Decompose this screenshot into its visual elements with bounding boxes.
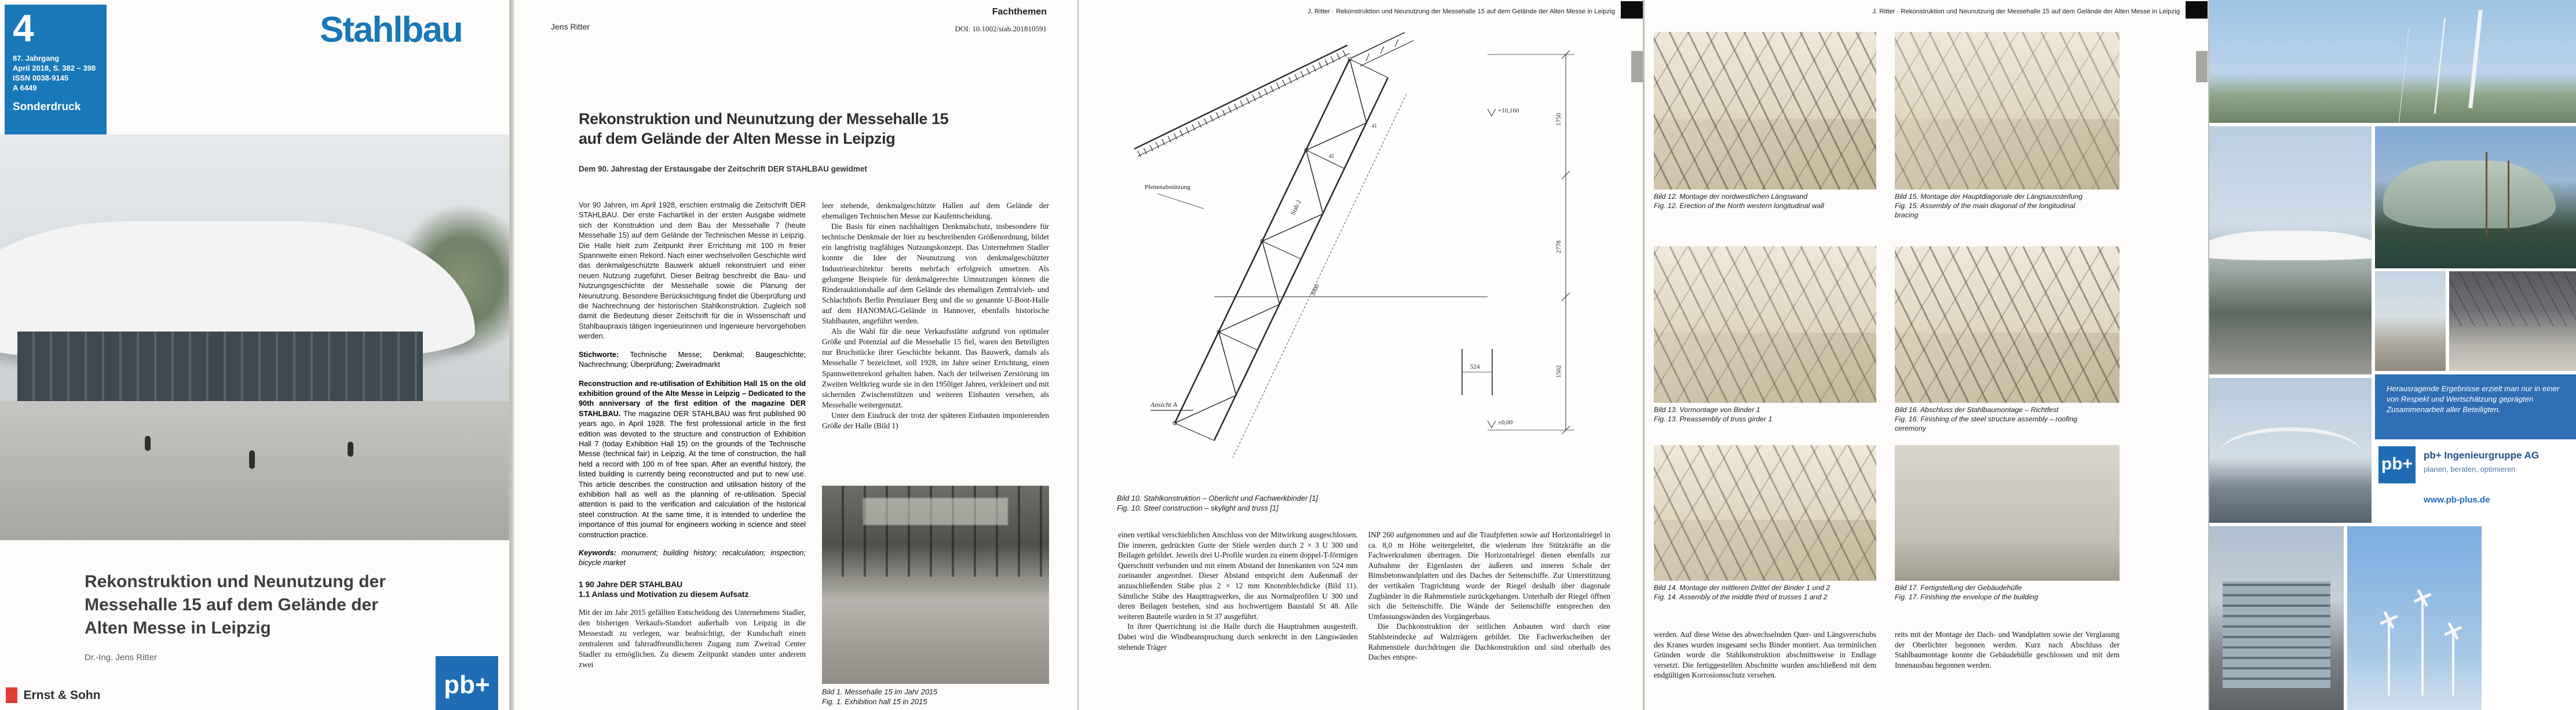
article-drawing-page — [1079, 0, 1643, 710]
stichworte: Stichworte: Technische Messe; Denkmal; Baugeschichte; Nachrechnung; Überprüfung; Zweiradmarkt — [579, 350, 806, 369]
ernst-sohn-logo-icon — [6, 687, 17, 703]
cover-photo-plaza — [0, 401, 509, 540]
photo-bicycle-hall-interior — [2449, 271, 2576, 371]
body-text: einen vertikal verschieblichen Anschluss von der Mitwirkung ausgeschlossen. Die inneren, gedrückten Gurte der Stiele werden durch 2 × 3 U 300 und Beilagen gebildet. Jeweils drei U-Profile wurden zu einem doppel-T-förmigen Querschnitt verbunden und mit einem Abstand der Innenkanten von 524 mm zueinander angeordnet. Dieser Abstand entspricht dem Außenmaß der anzuschließenden Stäbe plus 2 × 12 mm Knotenblechdicke (Bild 11). Sämtliche Stäbe des Haupttragwerkes, die aus Normalprofilen U 300 und deren Beilagen bestehen, sind aus hochwertigem Baustahl St 48. Alle weiteren Bauteile wurden in St 37 ausgeführt. — [1118, 530, 1358, 621]
column-left — [579, 201, 806, 710]
figure-10-caption: Bild 10. Stahlkonstruktion – Oberlicht und Fachwerkbinder [1] Fig. 10. Steel construction – skylight and truss [1] — [1117, 494, 1318, 512]
drawing-label-pfetten: Pfettenabstützung — [1145, 184, 1190, 191]
sailboat-mast — [2508, 161, 2509, 232]
page-header-author: Jens Ritter — [551, 22, 590, 31]
abstract-german: Vor 90 Jahren, im April 1928, erschien erstmalig die Zeitschrift DER STAHLBAU. Der erste Fachartikel in der ersten Ausgabe widmete sich der Konstruktion und dem Bau der Messehalle 7 (heute Messehalle 15) auf dem Gelände der Technischen Messe in Leipzig. Die Halle hielt zum Zeitpunkt ihrer Errichtung mit 100 m freier Spannweite einen Rekord. Nach einer wechselvollen Geschichte wird das denkmalgeschützte Bauwerk aktuell rekonstruiert und einer neuen Nutzung zugeführt. Dieser Beitrag beschreibt die Bau- und Nutzungsgeschichte der Messehalle sowie die Planung der Neunutzung. Besondere Berücksichtigung findet die Überprüfung und die Nachrechnung der historischen Stahlkonstruktion. Zugleich soll damit die Bedeutung dieser Zeitschrift für die in Wissenschaft und Stahlbaupraxis tätigen Ingenieurinnen und Ingenieure hervorgehoben werden. — [579, 201, 806, 341]
figure-16-caption: Bild 16. Abschluss der Stahlbaumontage – Richtfest Fig. 16. Finishing of the steel structure assembly – roofing ceremony — [1895, 406, 2078, 432]
body-text: INP 260 aufgenommen und auf die Traufpfetten sowie auf Horizontalriegel in ca. 8,0 m Höhe weitergeleitet, die wiederum ihre Stützkräfte an die Fachwerkrahmen übertragen. Die Horizontalriegel dienen ebenfalls zur Aufnahme der Eigenlasten der äußeren und inneren Schale der Bimsbetonwandplatten und des Daches der Seitenschiffe. Zur Unterstützung der vertikalen Tragrichtung wurde der Riegel deshalb über diagonale Zugbänder in die Rahmenstiele zurückgehangen. Unterhalb der Riegel öffnen sich die Seitenschiffe. Die Wände der Seitenschiffe entsprechen den Umfassungswänden des Vorgängerbaus. — [1368, 530, 1610, 621]
canopy-roof-shape — [2209, 231, 2372, 260]
bridge-pylon-shape — [2468, 10, 2483, 108]
body-text: leer stehende, denkmalgeschützte Hallen auf dem Gelände der ehemaligen Technischen Messe zur Kaufentscheidung. — [822, 201, 1049, 221]
company-quote: Herausragende Ergebnisse erzielt man nur in einer von Respekt und Wertschätzung geprägten Zusammenarbeit aller Beteiligten. — [2375, 374, 2576, 439]
figure-14-caption: Bild 14. Montage der mittleren Drittel der Binder 1 und 2 Fig. 14. Assembly of the middle third of trusses 1 and 2 — [1654, 584, 1830, 601]
issue-code: A 6449 — [13, 83, 37, 92]
column-left — [1118, 530, 1358, 710]
thumb-tab — [2196, 51, 2208, 82]
body-text: In ihrer Querrichtung ist die Halle durch die Hauptrahmen ausgesteift. Dabei wird die Windbeanspruchung durch senkrecht in den Längswänden stehende Träger — [1118, 622, 1358, 651]
pb-plus-logo-icon: pb+ — [436, 656, 498, 710]
figure-1-photo — [822, 486, 1049, 684]
column-right — [822, 201, 1049, 482]
office-windows-shape — [2223, 581, 2330, 688]
drawing-node-a: 41 — [1372, 123, 1377, 129]
section-label: Fachthemen — [992, 7, 1047, 17]
journal-masthead: Stahlbau — [320, 10, 462, 50]
figure-12-photo — [1654, 32, 1876, 190]
figure-13-photo — [1654, 246, 1876, 403]
figure-15-photo — [1895, 32, 2120, 190]
company-name: pb+ Ingenieurgruppe AG — [2424, 450, 2540, 461]
page-index-tab — [1621, 1, 1643, 19]
drawing-node-b: 42 — [1329, 153, 1334, 159]
article-first-page — [514, 0, 1077, 710]
photo-bridge-pylon — [2209, 0, 2576, 123]
drawing-dim-c: 1502 — [1555, 365, 1562, 378]
figure-16-photo — [1895, 246, 2120, 403]
drawing-dim-d: 3000 — [1309, 283, 1321, 298]
body-text: reits mit der Montage der Dach- und Wandplatten sowie der Verglasung der Oberlichter begonnen werden. Kurz nach Abschluss der Stahlbaumontage konnte die Gebäudehülle geschlossen und mit dem Innenausbau begonnen werden. — [1895, 630, 2120, 669]
company-promo-panel — [2209, 0, 2576, 710]
hall-truss-shape — [2449, 271, 2576, 326]
pedestrian-silhouette — [348, 442, 353, 457]
issue-info-box — [5, 5, 107, 134]
bridge-arch-shape — [2219, 427, 2362, 480]
page-seam — [510, 0, 511, 710]
figure-15-caption: Bild 15. Montage der Hauptdiagonale der Längsaussteifung Fig. 15. Assembly of the main diagonal of the longitudinal bracing — [1895, 192, 2083, 219]
wind-turbine-shape — [2388, 622, 2390, 696]
figure-17-photo — [1895, 445, 2120, 581]
company-identity-block — [2375, 442, 2576, 524]
doi: DOI: 10.1002/stab.201810591 — [955, 24, 1047, 33]
cyclist-silhouette — [145, 436, 151, 451]
abstract-english: Reconstruction and re-utilisation of Exhibition Hall 15 on the old exhibition ground of the Alte Messe in Leipzig – Dedicated to the 90th anniversary of the first edition of the magazine DER STAHLBAU. The magazine DER STAHLBAU was first published 90 years ago, in April 1928. The first professional article in the first edition was devoted to the structure and construction of Exhibition Hall 7 (today Exhibition Hall 15) on the grounds of the Technische Messe (technical fair) in Leipzig. At the time of construction, the hall held a record with 100 m of free span. After an eventful history, the listed building is currently being reconstructed and put to new use. This article describes the construction and utilisation history of the exhibition hall as well as the planning of re-utilisation. Special attention is paid to the verification and calculation of the historical steel construction. At the same time, it is intended to underline the importance of this journal for engineers working in science and steel construction practice. — [579, 379, 806, 539]
body-text: Die Dachkonstruktion der seitlichen Anbauten wird durch eine Stahlsteindecke auf Walzträgern gebildet. Die Fachwerkscheiben der Rahmenstiele durchdringen die Dachkonstruktion und sind oberhalb des Daches entspre- — [1368, 622, 1610, 662]
wind-turbine-shape — [2421, 600, 2424, 696]
heading-1: 1 90 Jahre DER STAHLBAU — [579, 580, 683, 589]
keywords: Keywords: monument; building history; recalculation; inspection; bicycle market — [579, 549, 806, 567]
edition-label: Sonderdruck — [13, 101, 81, 113]
drawing-dim-e: 524 — [1470, 363, 1480, 370]
drawing-label-stab: Stab 2 — [1289, 199, 1303, 217]
body-text: Unter dem Eindruck der trotz der späteren Einbauten imponierenden Größe der Halle (Bild 1) — [822, 410, 1049, 430]
cover-photo-glass-facade — [17, 332, 423, 401]
figure-12-caption: Bild 12. Montage der nordwestlichen Längswand Fig. 12. Erection of the North western longitudinal wall — [1654, 192, 1824, 210]
panel-white-strip — [2485, 526, 2576, 710]
photo-arch-bridge — [2209, 378, 2372, 523]
figure-13-caption: Bild 13. Vormontage von Binder 1 Fig. 13. Preassembly of truss girder 1 — [1654, 406, 1773, 423]
issue-volume: 87. Jahrgang — [13, 54, 60, 63]
drawing-dim-a: 1750 — [1555, 113, 1562, 126]
column-left — [1654, 629, 1876, 710]
page-index-tab — [2186, 1, 2208, 19]
glass-building-shape — [2383, 161, 2556, 229]
body-text: werden. Auf diese Weise des abwechselnden Quer- und Längsverschubs des Kranes wurden insgesamt sechs Binder montiert. Aus terminlichen Gründen wurde die Stahlkonstruktion abschnittsweise in Endlage versetzt. Die fertiggestellten Abschnitte wurden anschließend mit dem endgültigen Korrosionsschutz versehen. — [1654, 630, 1876, 680]
photo-station-walkway — [2375, 271, 2446, 371]
thumb-tab — [1631, 51, 1643, 82]
company-tagline: planen, beraten, optimieren — [2424, 465, 2516, 474]
company-website-link: www.pb-plus.de — [2424, 495, 2490, 505]
cover-photo — [0, 134, 509, 540]
issue-issn: ISSN 0038-9145 — [13, 74, 69, 82]
running-head: J. Ritter · Rekonstruktion und Neunutzung der Messehalle 15 auf dem Gelände der Alten Messe in Leipzig — [1872, 8, 2180, 15]
issue-pages: April 2018, S. 382 – 398 — [13, 64, 96, 72]
column-right — [1368, 530, 1610, 710]
drawing-label-level-bottom: ±0,00 — [1498, 419, 1513, 426]
figure-10-drawing — [1117, 24, 1607, 476]
photo-glass-building-waterfront — [2375, 126, 2576, 268]
sailboat-mast — [2486, 152, 2487, 237]
figure-14-photo — [1654, 445, 1876, 581]
article-title: Rekonstruktion und Neunutzung der Messehalle 15 auf dem Gelände der Alten Messe in Leipzig — [579, 110, 949, 147]
running-head: J. Ritter · Rekonstruktion und Neunutzung der Messehalle 15 auf dem Gelände der Alten Messe in Leipzig — [1307, 8, 1615, 15]
cover-page — [0, 0, 509, 710]
wind-turbine-shape — [2452, 633, 2454, 696]
figure-1-skylight — [863, 498, 1009, 526]
drawing-label-ansicht: Ansicht A — [1150, 400, 1178, 409]
body-text: Die Basis für einen nachhaltigen Denkmalschutz, insbesondere für technische Denkmale der hier zu beschreibenden Größenordnung, bildet ein langfristig tragfähiges Nutzungskonzept. Das Unternehmen Stadler konnte die Idee der Neunutzung von denkmalgeschützter Industriearchitektur bereits mehrfach erfolgreich umsetzen. Als gelungene Beispiele für denkmalgerechte Umnutzungen können die Rinderauktionshalle auf dem Gelände des ehemaligen Zentralvieh- und Schlachthofs Berlin Prenzlauer Berg und die so genannte U-Boot-Halle auf dem HANOMAG-Gelände in Hannover, ebenfalls historische Stahlbauten, angeführt werden. — [822, 222, 1049, 326]
body-text: Mit der im Jahr 2015 gefällten Entscheidung des Unternehmens Stadler, den bisherigen Verkaufs-Standort außerhalb von Leipzig in die Messestadt zu verlegen, war beabsichtigt, der Kundschaft einen zentraleren und fahrradfreundlicheren Zugang zum Zweirad Center Stadler zu ermöglichen. Zu diesem Zeitpunkt standen unter anderem zwei — [579, 607, 806, 669]
publisher-name: Ernst & Sohn — [23, 688, 101, 702]
figure-17-caption: Bild 17. Fertigstellung der Gebäudehülle Fig. 17. Finishing the envelope of the building — [1895, 584, 2038, 601]
figure-1-caption: Bild 1. Messehalle 15 im Jahr 2015 Fig. 1. Exhibition hall 15 in 2015 — [822, 687, 938, 706]
photo-office-building — [2209, 526, 2344, 710]
photo-canopy-structure — [2209, 126, 2372, 374]
photo-wind-turbines — [2347, 526, 2482, 710]
truss-drawing-svg — [1117, 24, 1607, 476]
cyclist-silhouette — [249, 450, 255, 469]
column-right — [1895, 629, 2120, 710]
pb-plus-logo-icon: pb+ — [2378, 446, 2416, 483]
article-dedication: Dem 90. Jahrestag der Erstausgabe der Zeitschrift DER STAHLBAU gewidmet — [579, 165, 867, 173]
drawing-dim-b: 2778 — [1555, 241, 1562, 253]
body-text: Als die Wahl für die neue Verkaufsstätte aufgrund von optimaler Größe und Potenzial auf die Messehalle 15 fiel, waren den Beteiligten nur Bruchstücke ihrer Geschichte bekannt. Das Bauwerk, damals als Messehalle 7 bezeichnet, soll 1928, im Jahre seiner Errichtung, einen Spannweitenrekord gehalten haben. Nach der teilweisen Zerstörung im Zweiten Weltkrieg wurde sie in den 1950iger Jahren, verkleinert und mit sichernden Zwischenstützen und weiteren Einbauten versehen, als Messehalle weitergenutzt. — [822, 327, 1049, 409]
drawing-label-level-top: +10,160 — [1498, 107, 1519, 114]
heading-1-1: 1.1 Anlass und Motivation zu diesem Aufsatz — [579, 589, 749, 599]
cover-article-title: Rekonstruktion und Neunutzung der Messehalle 15 auf dem Gelände der Alten Messe in Leipzig — [85, 572, 386, 638]
publisher-logo — [6, 687, 100, 703]
issue-number: 4 — [13, 6, 34, 49]
article-photo-page — [1645, 0, 2208, 710]
cover-author: Dr.-Ing. Jens Ritter — [85, 653, 158, 662]
